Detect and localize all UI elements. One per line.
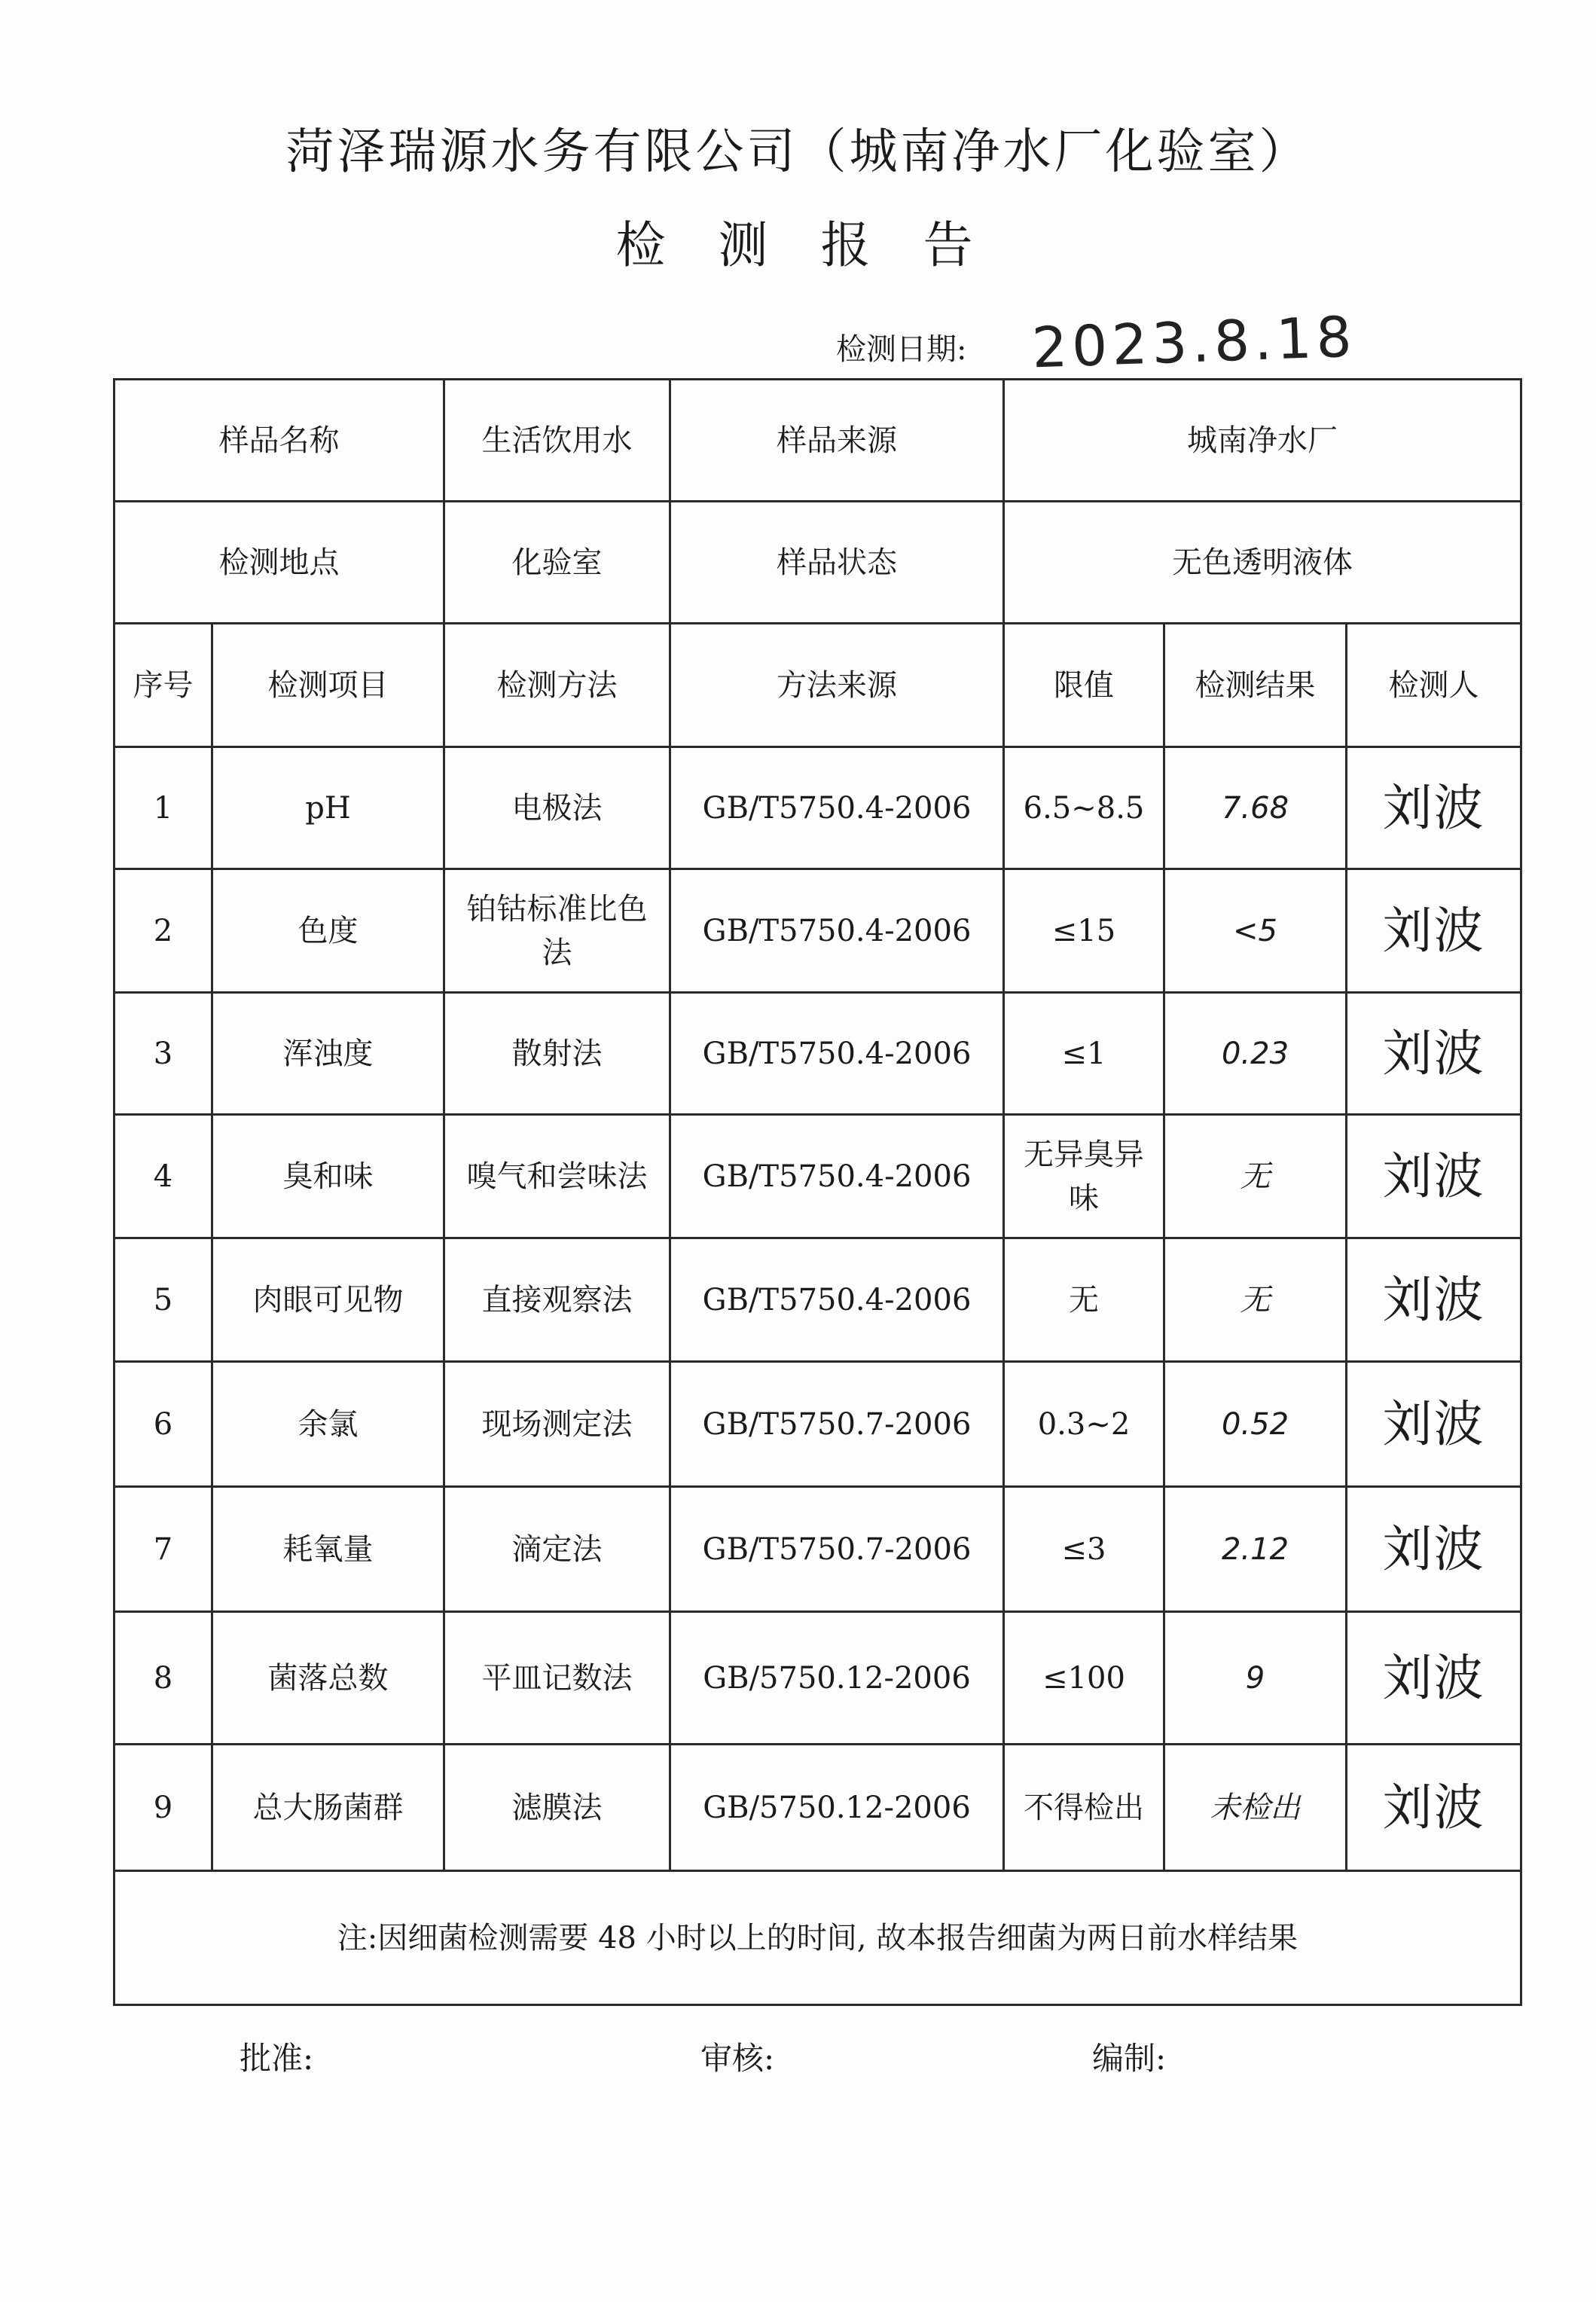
state-value: 无色透明液体 <box>1004 502 1521 624</box>
row-number: 9 <box>114 1745 212 1871</box>
tester-name: 刘波 <box>1347 1487 1521 1612</box>
result-value: 2.12 <box>1164 1487 1347 1612</box>
table-row <box>114 869 1521 993</box>
col-header-tester: 检测人 <box>1347 624 1521 747</box>
table-row <box>114 1115 1521 1238</box>
test-method: 滴定法 <box>444 1487 670 1612</box>
report-table <box>113 378 1522 2006</box>
col-header-source: 方法来源 <box>670 624 1004 747</box>
method-source: GB/T5750.4-2006 <box>670 993 1004 1115</box>
result-value: <5 <box>1164 869 1347 993</box>
test-method: 铂钴标准比色法 <box>444 869 670 993</box>
test-method: 平皿记数法 <box>444 1612 670 1745</box>
test-item: 臭和味 <box>212 1115 444 1238</box>
method-source: GB/5750.12-2006 <box>670 1612 1004 1745</box>
result-value: 无 <box>1164 1238 1347 1362</box>
row-number: 5 <box>114 1238 212 1362</box>
date-label: 检测日期: <box>836 332 967 367</box>
test-item: 总大肠菌群 <box>212 1745 444 1871</box>
tester-name: 刘波 <box>1347 1115 1521 1238</box>
row-number: 3 <box>114 993 212 1115</box>
tester-name: 刘波 <box>1347 993 1521 1115</box>
sample-name-row <box>114 380 1521 502</box>
method-source: GB/T5750.4-2006 <box>670 869 1004 993</box>
test-method: 滤膜法 <box>444 1745 670 1871</box>
col-header-no: 序号 <box>114 624 212 747</box>
result-value: 未检出 <box>1164 1745 1347 1871</box>
note-text: 注:因细菌检测需要 48 小时以上的时间, 故本报告细菌为两日前水样结果 <box>114 1871 1521 2005</box>
method-source: GB/T5750.4-2006 <box>670 1115 1004 1238</box>
row-number: 6 <box>114 1362 212 1487</box>
col-header-item: 检测项目 <box>212 624 444 747</box>
tester-name: 刘波 <box>1347 1745 1521 1871</box>
sample-name-value: 生活饮用水 <box>444 380 670 502</box>
method-source: GB/5750.12-2006 <box>670 1745 1004 1871</box>
test-method: 现场测定法 <box>444 1362 670 1487</box>
test-method: 电极法 <box>444 747 670 869</box>
table-row <box>114 1487 1521 1612</box>
table-row <box>114 1238 1521 1362</box>
compile-label: 编制: <box>1092 2040 1167 2077</box>
result-value: 无 <box>1164 1115 1347 1238</box>
review-label: 审核: <box>700 2040 775 2077</box>
sample-source-label: 样品来源 <box>670 380 1004 502</box>
test-item: 余氯 <box>212 1362 444 1487</box>
test-item: 肉眼可见物 <box>212 1238 444 1362</box>
note-row <box>114 1871 1521 2005</box>
limit-value: ≤15 <box>1004 869 1164 993</box>
method-source: GB/T5750.7-2006 <box>670 1487 1004 1612</box>
location-label: 检测地点 <box>114 502 444 624</box>
test-item: 浑浊度 <box>212 993 444 1115</box>
method-source: GB/T5750.4-2006 <box>670 1238 1004 1362</box>
result-value: 9 <box>1164 1612 1347 1745</box>
limit-value: 无 <box>1004 1238 1164 1362</box>
row-number: 7 <box>114 1487 212 1612</box>
tester-name: 刘波 <box>1347 1612 1521 1745</box>
col-header-method: 检测方法 <box>444 624 670 747</box>
col-header-limit: 限值 <box>1004 624 1164 747</box>
approve-label: 批准: <box>240 2040 314 2077</box>
row-number: 2 <box>114 869 212 993</box>
column-header-row <box>114 624 1521 747</box>
test-item: pH <box>212 747 444 869</box>
result-value: 0.52 <box>1164 1362 1347 1487</box>
table-row <box>114 993 1521 1115</box>
limit-value: 0.3~2 <box>1004 1362 1164 1487</box>
row-number: 1 <box>114 747 212 869</box>
report-title: 检测报告 <box>615 216 1026 274</box>
tester-name: 刘波 <box>1347 1362 1521 1487</box>
row-number: 4 <box>114 1115 212 1238</box>
limit-value: 不得检出 <box>1004 1745 1164 1871</box>
table-row <box>114 1612 1521 1745</box>
table-row <box>114 1745 1521 1871</box>
sample-source-value: 城南净水厂 <box>1004 380 1521 502</box>
test-method: 直接观察法 <box>444 1238 670 1362</box>
test-item: 菌落总数 <box>212 1612 444 1745</box>
limit-value: 无异臭异味 <box>1004 1115 1164 1238</box>
date-value: 2023.8.18 <box>1030 304 1357 381</box>
limit-value: 6.5~8.5 <box>1004 747 1164 869</box>
method-source: GB/T5750.4-2006 <box>670 747 1004 869</box>
test-item: 耗氧量 <box>212 1487 444 1612</box>
limit-value: ≤1 <box>1004 993 1164 1115</box>
location-value: 化验室 <box>444 502 670 624</box>
test-method: 散射法 <box>444 993 670 1115</box>
col-header-result: 检测结果 <box>1164 624 1347 747</box>
sample-location-row <box>114 502 1521 624</box>
result-value: 0.23 <box>1164 993 1347 1115</box>
test-method: 嗅气和尝味法 <box>444 1115 670 1238</box>
company-title: 菏泽瑞源水务有限公司（城南净水厂化验室） <box>285 124 1311 180</box>
limit-value: ≤100 <box>1004 1612 1164 1745</box>
tester-name: 刘波 <box>1347 747 1521 869</box>
result-value: 7.68 <box>1164 747 1347 869</box>
method-source: GB/T5750.7-2006 <box>670 1362 1004 1487</box>
state-label: 样品状态 <box>670 502 1004 624</box>
limit-value: ≤3 <box>1004 1487 1164 1612</box>
sample-name-label: 样品名称 <box>114 380 444 502</box>
tester-name: 刘波 <box>1347 1238 1521 1362</box>
tester-name: 刘波 <box>1347 869 1521 993</box>
test-item: 色度 <box>212 869 444 993</box>
table-row <box>114 1362 1521 1487</box>
row-number: 8 <box>114 1612 212 1745</box>
table-row <box>114 747 1521 869</box>
